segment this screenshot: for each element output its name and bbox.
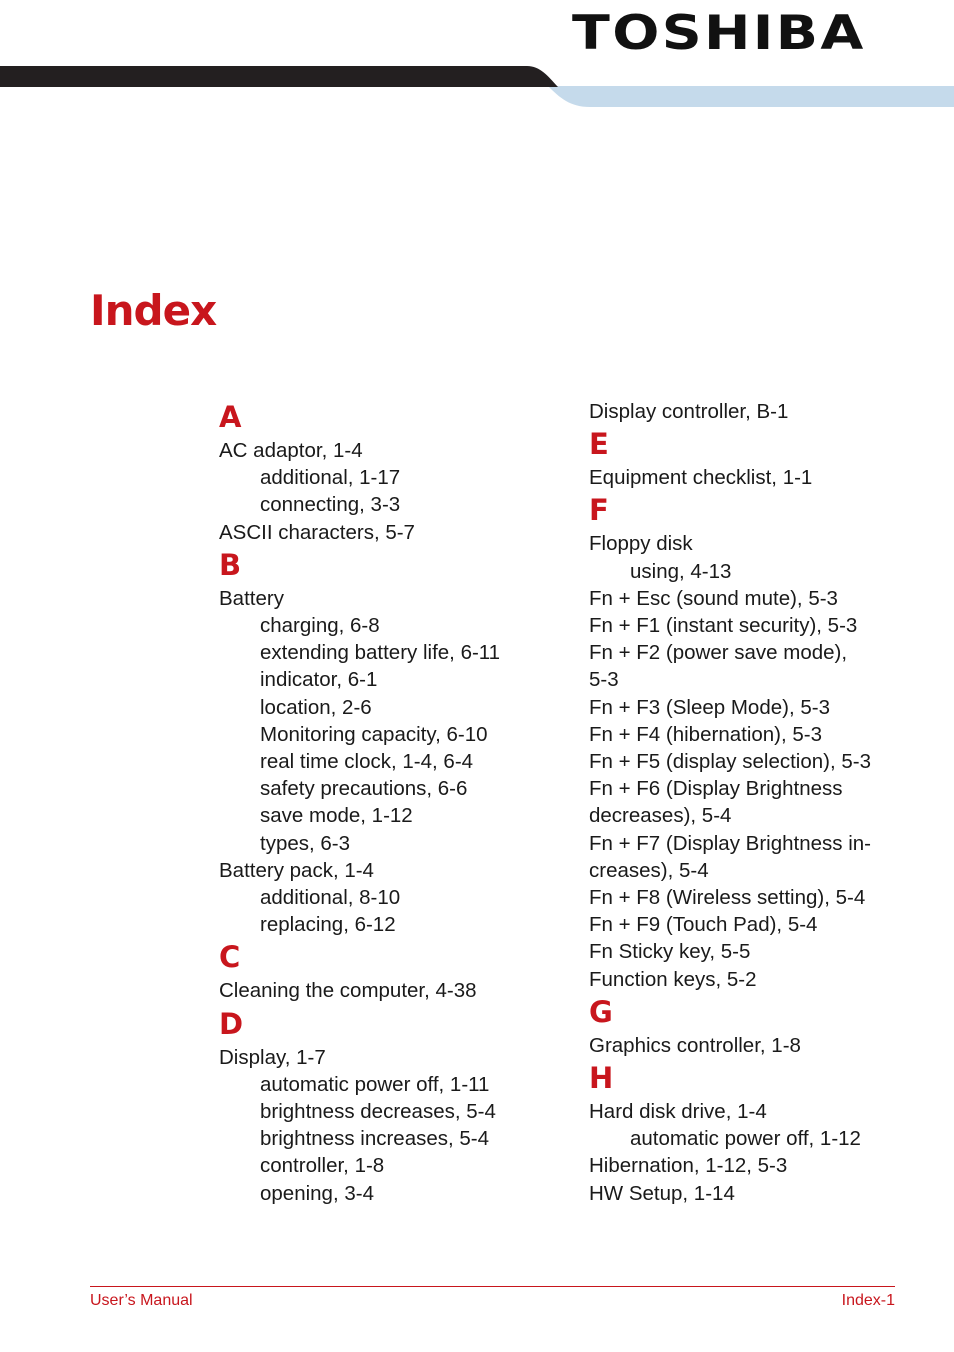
index-subentry: types, 6-3 — [260, 831, 351, 855]
index-subentry: automatic power off, 1-12 — [630, 1127, 861, 1151]
index-subentry: opening, 3-4 — [260, 1181, 374, 1205]
index-entry: AC adaptor, 1-4 — [219, 439, 363, 462]
index-entry: Fn + F1 (instant security), 5-3 — [589, 614, 858, 638]
index-letter-heading: G — [589, 994, 613, 1029]
index-subentry: safety precautions, 6-6 — [260, 777, 468, 801]
index-subentry: additional, 1-17 — [260, 466, 401, 490]
index-letter-heading: A — [219, 400, 242, 434]
index-subentry: replacing, 6-12 — [260, 913, 396, 937]
index-entry: Fn + Esc (sound mute), 5-3 — [589, 586, 838, 610]
index-entry: Fn + F6 (Display Brightness — [589, 777, 843, 801]
index-entry: Fn + F8 (Wireless setting), 5-4 — [589, 886, 866, 910]
index-subentry: additional, 8-10 — [260, 886, 401, 910]
index-subentry: brightness increases, 5-4 — [260, 1127, 490, 1151]
index-subentry: brightness decreases, 5-4 — [260, 1100, 496, 1124]
index-letter-heading: D — [219, 1006, 244, 1041]
index-entry: 5-3 — [589, 668, 619, 692]
index-entry: Fn + F7 (Display Brightness in- — [589, 831, 871, 855]
index-entry: creases), 5-4 — [589, 858, 709, 882]
index-subentry: extending battery life, 6-11 — [260, 641, 501, 665]
index-subentry: controller, 1-8 — [260, 1154, 385, 1178]
index-entry: Display, 1-7 — [219, 1045, 326, 1069]
index-column-right — [589, 398, 949, 1207]
index-letter-heading: E — [589, 427, 609, 462]
header-band-dark — [0, 66, 558, 87]
index-subentry: connecting, 3-3 — [260, 493, 401, 517]
index-entry: Hibernation, 1-12, 5-3 — [589, 1154, 788, 1178]
index-subentry: Monitoring capacity, 6-10 — [260, 722, 488, 746]
footer-rule — [90, 1286, 895, 1287]
index-entry: Cleaning the computer, 4-38 — [219, 979, 477, 1003]
index-entry: Display controller, B-1 — [589, 400, 789, 423]
index-entry: Hard disk drive, 1-4 — [589, 1100, 767, 1124]
index-subentry: real time clock, 1-4, 6-4 — [260, 750, 474, 774]
index-letter-heading: B — [219, 547, 242, 582]
page-title: Index — [90, 286, 217, 335]
header-band-light — [548, 86, 954, 107]
index-entry: Fn + F5 (display selection), 5-3 — [589, 750, 871, 774]
index-entry: decreases), 5-4 — [589, 804, 732, 828]
index-entry: Fn Sticky key, 5-5 — [589, 940, 751, 964]
index-entry: Equipment checklist, 1-1 — [589, 466, 813, 490]
index-letter-heading: H — [589, 1061, 614, 1096]
index-entry: Function keys, 5-2 — [589, 967, 757, 991]
index-subentry: indicator, 6-1 — [260, 668, 378, 692]
index-entry: Fn + F4 (hibernation), 5-3 — [589, 722, 823, 746]
index-subentry: save mode, 1-12 — [260, 804, 413, 828]
index-subentry: using, 4-13 — [630, 559, 732, 583]
footer-page-number: Index-1 — [841, 1292, 895, 1309]
index-entry: Battery — [219, 586, 284, 610]
index-entry: Floppy disk — [589, 532, 693, 556]
index-entry: Battery pack, 1-4 — [219, 858, 374, 882]
index-entry: Fn + F9 (Touch Pad), 5-4 — [589, 913, 818, 937]
index-subentry: automatic power off, 1-11 — [260, 1072, 490, 1096]
index-entry: Fn + F3 (Sleep Mode), 5-3 — [589, 695, 830, 719]
index-subentry: charging, 6-8 — [260, 614, 380, 638]
brand-logo: TOSHIBA — [572, 6, 866, 61]
index-column-left — [219, 398, 579, 1207]
index-entry: HW Setup, 1-14 — [589, 1181, 735, 1205]
index-entry: Graphics controller, 1-8 — [589, 1033, 801, 1057]
index-entry: Fn + F2 (power save mode), — [589, 641, 848, 665]
header-band — [0, 66, 954, 108]
index-letter-heading: F — [589, 493, 609, 528]
footer-manual-title: User’s Manual — [90, 1292, 193, 1309]
index-entry: ASCII characters, 5-7 — [219, 520, 415, 544]
index-subentry: location, 2-6 — [260, 695, 372, 719]
index-letter-heading: C — [219, 940, 241, 975]
